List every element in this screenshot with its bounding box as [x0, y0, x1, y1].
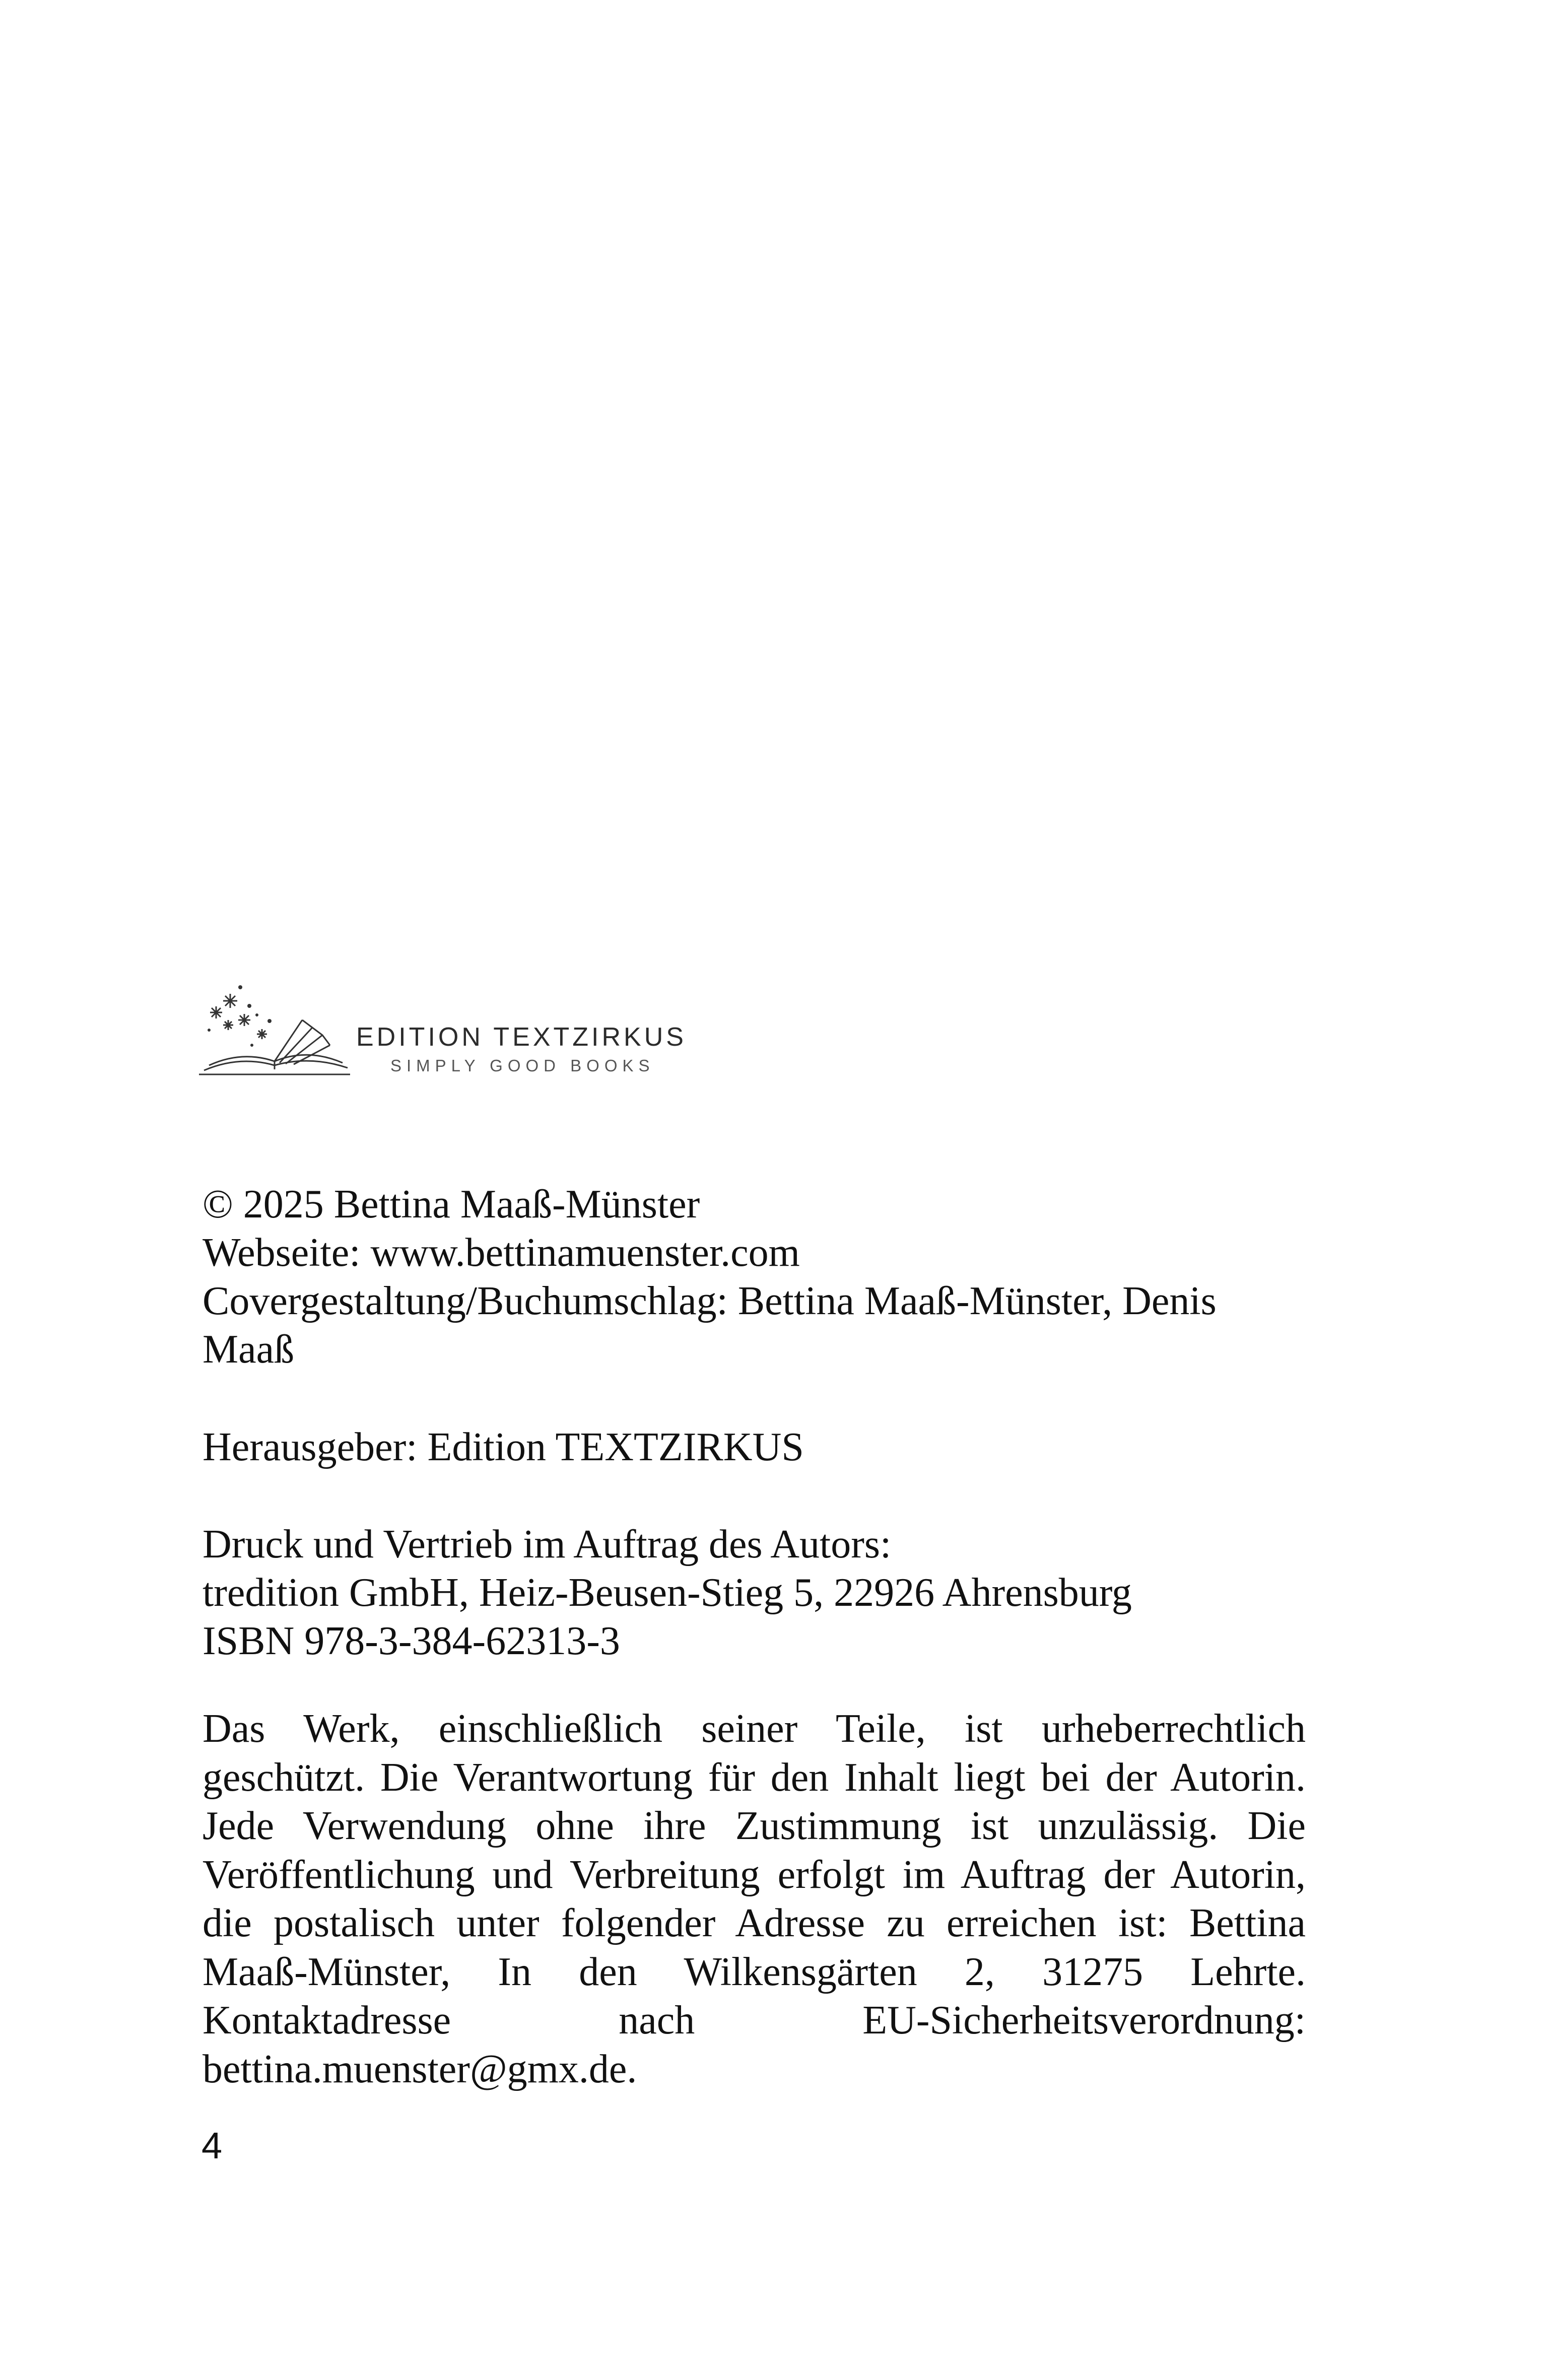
cover-design-line-cont: Maaß [203, 1327, 295, 1372]
publisher-logo [199, 965, 713, 1080]
legal-line: Das Werk, einschließlich seiner Teile, ist urheberrechtlich [203, 1707, 1306, 1751]
legal-line: die postalisch unter folgender Adresse zu erreichen ist: Bettina [203, 1901, 1306, 1945]
legal-line: Kontaktadresse nach EU-Sicherheitsverordnung: [203, 1998, 1306, 2043]
page-number: 4 [201, 2125, 223, 2166]
publisher-line: Herausgeber: Edition TEXTZIRKUS [203, 1425, 804, 1469]
legal-line: geschützt. Die Verantwortung für den Inhalt liegt bei der Autorin. [203, 1755, 1306, 1800]
cover-design-line: Covergestaltung/Buchumschlag: Bettina Maaß-Münster, Denis [203, 1279, 1217, 1323]
website-line: Webseite: www.bettinamuenster.com [203, 1231, 800, 1275]
print-distribution-line: Druck und Vertrieb im Auftrag des Autors: [203, 1522, 892, 1567]
logo-subtitle: SIMPLY GOOD BOOKS [390, 1056, 655, 1075]
legal-line-email: bettina.muenster@gmx.de. [203, 2047, 637, 2091]
logo-title: EDITION TEXTZIRKUS [356, 1023, 687, 1052]
open-book-with-stars-icon [199, 965, 355, 1080]
isbn-line: ISBN 978-3-384-62313-3 [203, 1619, 620, 1663]
legal-line: Jede Verwendung ohne ihre Zustimmung ist unzulässig. Die [203, 1804, 1306, 1848]
printer-address-line: tredition GmbH, Heiz-Beusen-Stieg 5, 22926 Ahrensburg [203, 1571, 1132, 1615]
legal-line: Maaß-Münster, In den Wilkensgärten 2, 31275 Lehrte. [203, 1949, 1306, 1994]
legal-notice [203, 1705, 1306, 2093]
copyright-line: © 2025 Bettina Maaß-Münster [203, 1182, 700, 1227]
legal-line: Veröffentlichung und Verbreitung erfolgt im Auftrag der Autorin, [203, 1852, 1306, 1897]
